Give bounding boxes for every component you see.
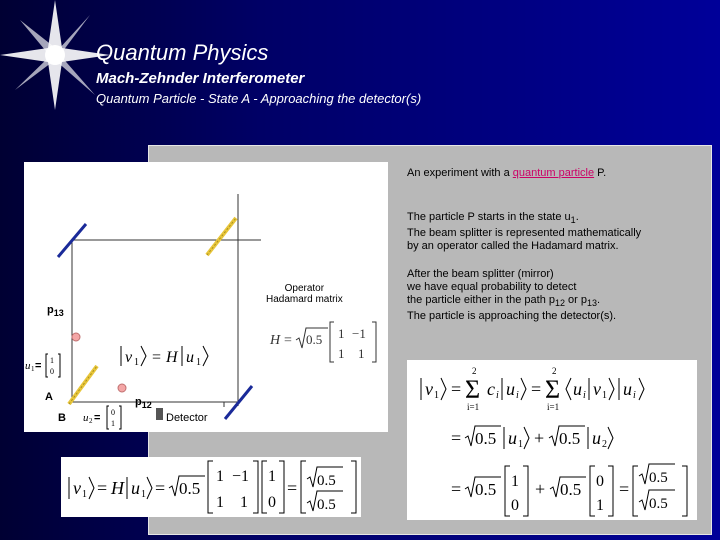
point-b-label: B: [58, 412, 66, 424]
svg-text:1: 1: [596, 497, 604, 514]
particle-p13-icon: [72, 333, 80, 341]
full-matrix-formula: [61, 457, 361, 517]
svg-text:0: 0: [268, 494, 276, 511]
operator-label: Operator Hadamard matrix: [266, 283, 343, 305]
svg-text:0: 0: [511, 497, 519, 514]
svg-text:0.5: 0.5: [179, 479, 201, 498]
svg-text:0: 0: [50, 367, 54, 376]
intro-text: An experiment with a quantum particle P.: [407, 167, 607, 179]
svg-text:=: =: [451, 479, 462, 499]
svg-text:1: 1: [141, 489, 146, 500]
svg-text:=: =: [155, 478, 166, 498]
svg-text:i=1: i=1: [547, 402, 560, 412]
quantum-particle-link[interactable]: quantum particle: [512, 167, 595, 179]
page-tagline: Quantum Particle - State A - Approaching the detector(s): [96, 91, 422, 106]
svg-text:u: u: [573, 379, 582, 399]
svg-text:1: 1: [338, 346, 345, 361]
svg-text:0.5: 0.5: [560, 480, 582, 499]
svg-text:i: i: [496, 390, 499, 401]
svg-text:1: 1: [111, 419, 115, 428]
path-p12-label: $p_{12}$: [135, 396, 152, 411]
svg-text:1: 1: [358, 346, 365, 361]
svg-text:=: =: [451, 428, 462, 448]
svg-text:=: =: [531, 379, 542, 399]
paragraph-probability: After the beam splitter (mirror) we have equal probability to detect the particle either in the path $p_{12}$ or $p_{13}$. The particle is approaching the detector(s).: [407, 268, 617, 323]
svg-text:=: =: [287, 478, 298, 498]
svg-text:Σ: Σ: [545, 375, 561, 404]
svg-text:i: i: [583, 390, 586, 401]
u2-vector: [82, 402, 126, 437]
state-expansion-formulas: [407, 360, 697, 520]
svg-text:+: +: [534, 428, 545, 448]
detector-icon: [156, 408, 163, 420]
svg-text:1: 1: [240, 494, 248, 511]
svg-text:c: c: [487, 379, 495, 399]
svg-text:0.5: 0.5: [475, 429, 497, 448]
svg-text:1: 1: [434, 390, 439, 401]
svg-text:1: 1: [268, 468, 276, 485]
path-p13-label: $p_{13}$: [47, 304, 64, 319]
svg-text:0.5: 0.5: [559, 429, 581, 448]
svg-text:v: v: [425, 379, 433, 399]
svg-text:2: 2: [89, 417, 93, 425]
svg-text:0.5: 0.5: [317, 497, 336, 513]
paragraph-state: The particle P starts in the state $u_1$. The beam splitter is represented mathematically by an operator called the Hadamard matrix.: [407, 211, 642, 253]
svg-text:1: 1: [31, 365, 35, 373]
svg-text:1: 1: [216, 494, 224, 511]
svg-text:=: =: [35, 360, 42, 372]
svg-text:1: 1: [338, 326, 345, 341]
hadamard-formula: [268, 316, 384, 369]
svg-text:u: u: [186, 349, 194, 366]
svg-text:1: 1: [216, 468, 224, 485]
particle-p12-icon: [118, 384, 126, 392]
svg-text:u: u: [592, 428, 601, 448]
svg-text:2: 2: [602, 439, 607, 450]
svg-text:1: 1: [511, 473, 519, 490]
svg-text:1: 1: [50, 356, 54, 365]
svg-text:=: =: [152, 349, 162, 366]
svg-text:0.5: 0.5: [649, 496, 668, 512]
svg-text:−1: −1: [352, 326, 366, 341]
svg-text:i=1: i=1: [467, 402, 480, 412]
svg-text:=: =: [284, 333, 292, 348]
svg-text:1: 1: [196, 357, 201, 368]
svg-text:0: 0: [111, 408, 115, 417]
content-panel: [25, 145, 712, 535]
svg-text:+: +: [535, 479, 546, 499]
svg-text:0.5: 0.5: [317, 473, 336, 489]
svg-text:i: i: [516, 390, 519, 401]
svg-text:=: =: [97, 478, 108, 498]
detector-label: Detector: [166, 412, 208, 424]
svg-text:v: v: [593, 379, 601, 399]
svg-text:1: 1: [134, 357, 139, 368]
svg-text:2: 2: [552, 366, 557, 376]
star-decoration-icon: [0, 0, 110, 110]
svg-text:H: H: [111, 478, 124, 498]
page-subtitle: Mach-Zehnder Interferometer: [96, 70, 305, 87]
svg-text:Σ: Σ: [465, 375, 481, 404]
svg-text:u: u: [508, 428, 517, 448]
svg-text:−1: −1: [232, 468, 250, 485]
svg-text:v: v: [125, 349, 133, 366]
apply-operator-formula: [118, 343, 248, 374]
svg-text:0: 0: [596, 473, 604, 490]
svg-text:0.5: 0.5: [649, 470, 668, 486]
svg-text:1: 1: [82, 489, 87, 500]
svg-text:0.5: 0.5: [475, 480, 497, 499]
svg-text:v: v: [73, 478, 81, 498]
svg-text:1: 1: [518, 439, 523, 450]
svg-text:u: u: [25, 360, 31, 372]
beam-splitter-top-icon: [207, 218, 236, 255]
svg-text:u: u: [83, 412, 89, 424]
svg-text:2: 2: [472, 366, 477, 376]
svg-text:H: H: [270, 333, 281, 348]
svg-text:1: 1: [602, 390, 607, 401]
svg-text:=: =: [451, 379, 462, 399]
svg-text:=: =: [94, 412, 101, 424]
svg-text:u: u: [506, 379, 515, 399]
point-a-label: A: [45, 391, 53, 403]
svg-text:=: =: [619, 479, 630, 499]
interferometer-diagram: [24, 162, 388, 432]
svg-text:H: H: [166, 349, 178, 366]
svg-text:u: u: [623, 379, 632, 399]
svg-text:u: u: [131, 478, 140, 498]
page-title: Quantum Physics: [96, 40, 269, 65]
svg-text:i: i: [633, 390, 636, 401]
svg-text:0.5: 0.5: [306, 332, 323, 347]
u1-vector: [24, 350, 64, 385]
